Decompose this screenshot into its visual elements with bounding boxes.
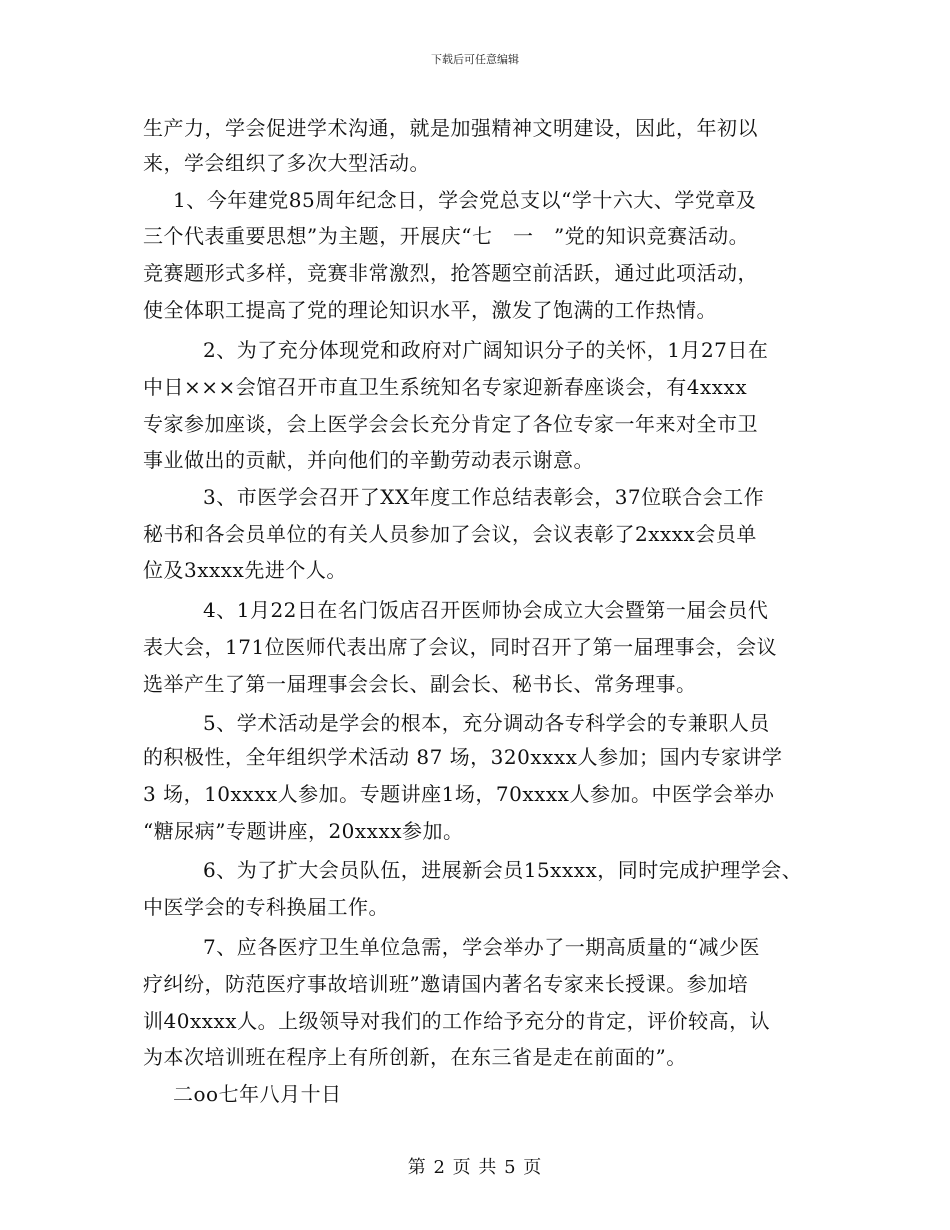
text-line: 生产力，学会促进学术沟通，就是加强精神文明建设，因此，年初以	[143, 116, 758, 140]
text-line: 中日×××会馆召开市直卫生系统知名专家迎新春座谈会，有4xxxx	[143, 375, 748, 399]
page-header: 下载后可任意编辑	[431, 53, 519, 66]
text-line: 6、为了扩大会员队伍，进展新会员15xxxx，同时完成护理学会、	[203, 858, 803, 882]
text-line: 3 场，10xxxx人参加。专题讲座1场，70xxxx人参加。中医学会举办	[143, 782, 775, 806]
text-line: 选举产生了第一届理事会会长、副会长、秘书长、常务理事。	[143, 672, 697, 696]
text-line: 训40xxxx人。上级领导对我们的工作给予充分的肯定，评价较高，认	[143, 1009, 771, 1033]
text-line: 事业做出的贡献，并向他们的辛勤劳动表示谢意。	[143, 448, 594, 472]
text-line: 来，学会组织了多次大型活动。	[143, 151, 430, 175]
text-line: 竞赛题形式多样，竞赛非常激烈，抢答题空前活跃，通过此项活动，	[143, 261, 758, 285]
text-line: 为本次培训班在程序上有所创新，在东三省是走在前面的”。	[143, 1045, 687, 1069]
text-line: 中医学会的专科换届工作。	[143, 895, 389, 919]
text-line: 3、市医学会召开了XX年度工作总结表彰会，37位联合会工作	[203, 485, 765, 509]
date-line: 二oo七年八月十日	[173, 1082, 342, 1106]
text-line: 位及3xxxx先进个人。	[143, 558, 347, 582]
text-line: 使全体职工提高了党的理论知识水平，激发了饱满的工作热情。	[143, 298, 717, 322]
text-line: 5、学术活动是学会的根本，充分调动各专科学会的专兼职人员	[203, 711, 770, 735]
text-line: 疗纠纷，防范医疗事故培训班”邀请国内著名专家来长授课。参加培	[143, 972, 749, 996]
text-line: 的积极性，全年组织学术活动 87 场，320xxxx人参加；国内专家讲学	[143, 745, 783, 769]
text-line: 1、今年建党85周年纪念日，学会党总支以“学十六大、学党章及	[173, 188, 757, 212]
page-footer: 第 2 页 共 5 页	[407, 1157, 543, 1178]
text-line: 秘书和各会员单位的有关人员参加了会议，会议表彰了2xxxx会员单	[143, 522, 757, 546]
text-line: 表大会，171位医师代表出席了会议，同时召开了第一届理事会，会议	[143, 635, 778, 659]
text-line: “糖尿病”专题讲座，20xxxx参加。	[143, 819, 464, 843]
text-line: 4、1月22日在名门饭店召开医师协会成立大会暨第一届会员代	[203, 598, 769, 622]
text-line: 专家参加座谈，会上医学会会长充分肯定了各位专家一年来对全市卫	[143, 412, 758, 436]
text-line: 三个代表重要思想”为主题，开展庆“七 一 ”党的知识竞赛活动。	[143, 224, 750, 248]
text-line: 7、应各医疗卫生单位急需，学会举办了一期高质量的“减少医	[203, 935, 760, 959]
text-line: 2、为了充分体现党和政府对广阔知识分子的关怀，1月27日在	[203, 338, 769, 362]
